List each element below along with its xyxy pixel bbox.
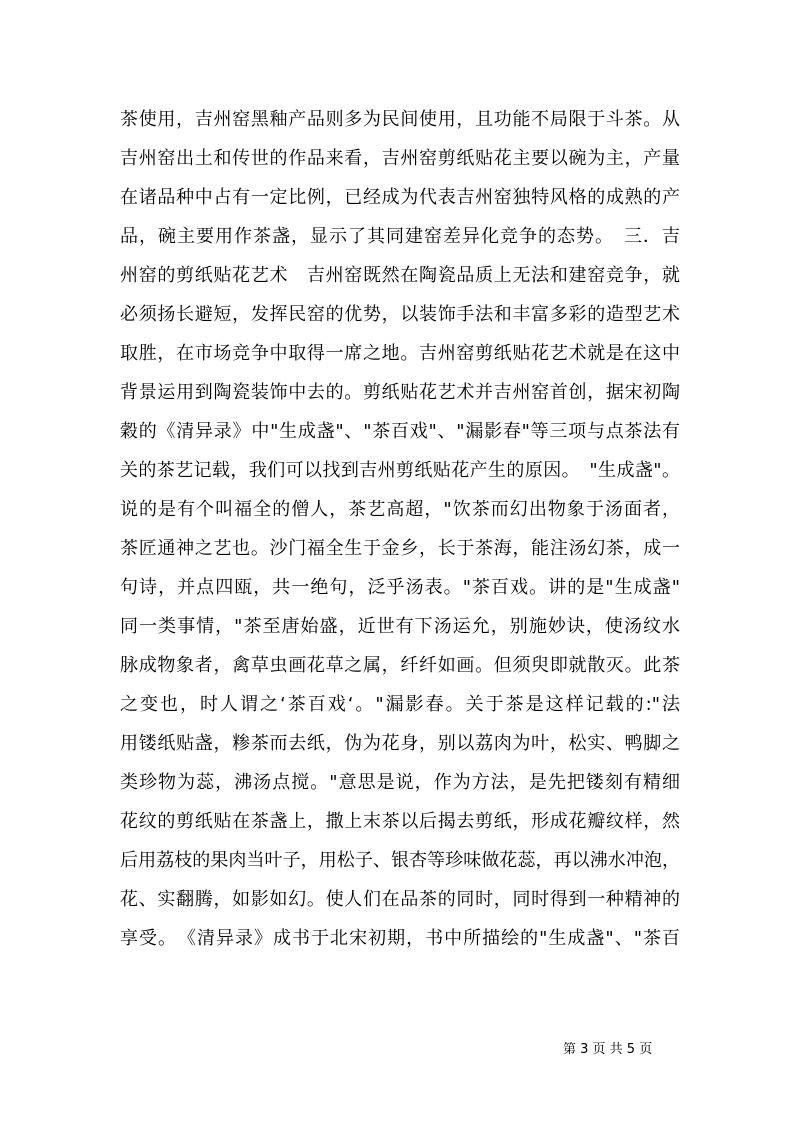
text-line: 之变也，时人谓之‘茶百戏‘。"漏影春。关于茶是这样记载的:"法 (120, 694, 680, 715)
text-line: 穀的《清异录》中"生成盏"、"茶百戏"、"漏影春"等三项与点茶法有 (120, 421, 680, 442)
text-line: 取胜，在市场竞争中取得一席之地。吉州窑剪纸贴花艺术就是在这中 (120, 343, 680, 364)
text-line: 茶使用，吉州窑黑釉产品则多为民间使用，且功能不局限于斗茶。从 (120, 109, 680, 130)
text-line: 用镂纸贴盏，糁茶而去纸，伪为花身，别以荔肉为叶，松实、鸭脚之 (120, 733, 680, 754)
text-line: 同一类事情，"茶至唐始盛，近世有下汤运允，别施妙诀，使汤纹水 (120, 616, 680, 637)
text-line: 享受。 《清异录》成书于北宋初期，书中所描绘的"生成盏"、"茶百 (120, 928, 680, 949)
text-line: 类珍物为蕊，沸汤点搅。"意思是说，作为方法，是先把镂刻有精细 (120, 772, 680, 793)
text-line: 背景运用到陶瓷装饰中去的。剪纸贴花艺术并吉州窑首创，据宋初陶 (120, 382, 680, 403)
text-line: 在诸品种中占有一定比例，已经成为代表吉州窑独特风格的成熟的产 (120, 187, 680, 208)
text-line: 必须扬长避短，发挥民窑的优势，以装饰手法和丰富多彩的造型艺术 (120, 304, 680, 325)
text-line: 茶匠通神之艺也。沙门福全生于金乡，长于茶海，能注汤幻茶，成一 (120, 538, 680, 559)
text-line: 品，碗主要用作茶盏，显示了其同建窑差异化竞争的态势。 三．吉 (120, 226, 680, 247)
text-line: 说的是有个叫福全的僧人，茶艺高超，"饮茶而幻出物象于汤面者， (120, 499, 680, 520)
text-line: 后用荔枝的果肉当叶子，用松子、银杏等珍味做花蕊，再以沸水冲泡， (120, 850, 680, 871)
page-number: 第 3 页 共 5 页 (563, 1042, 653, 1057)
body-text (120, 100, 680, 958)
text-line: 关的茶艺记载，我们可以找到吉州剪纸贴花产生的原因。 "生成盏"。 (120, 460, 680, 481)
text-line: 花纹的剪纸贴在茶盏上，撒上末茶以后揭去剪纸，形成花瓣纹样，然 (120, 811, 680, 832)
text-line: 州窑的剪纸贴花艺术 吉州窑既然在陶瓷品质上无法和建窑竞争，就 (120, 265, 680, 286)
text-line: 句诗，并点四瓯，共一绝句，泛乎汤表。"茶百戏。讲的是"生成盏" (120, 577, 680, 598)
text-line: 花、实翻腾，如影如幻。使人们在品茶的同时，同时得到一种精神的 (120, 889, 680, 910)
text-line: 吉州窑出土和传世的作品来看，吉州窑剪纸贴花主要以碗为主，产量 (120, 148, 680, 169)
text-line: 脉成物象者，禽草虫画花草之属，纤纤如画。但须臾即就散灭。此茶 (120, 655, 680, 676)
